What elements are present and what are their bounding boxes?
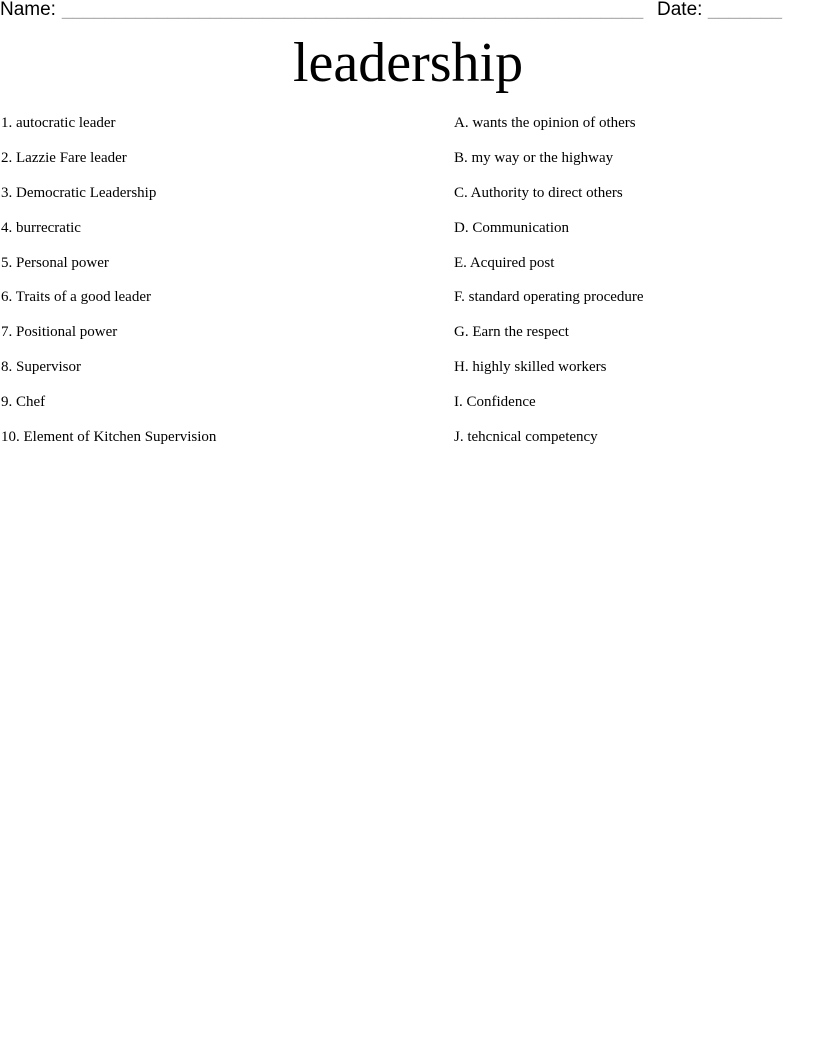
term-item: 8. Supervisor <box>1 359 81 376</box>
date-blank-line[interactable]: _______ <box>708 0 782 20</box>
definition-item: C. Authority to direct others <box>454 184 623 201</box>
term-item: 7. Positional power <box>1 324 118 341</box>
definition-item: I. Confidence <box>454 394 536 411</box>
term-item: 4. burrecratic <box>1 219 81 236</box>
term-item: 1. autocratic leader <box>1 115 116 131</box>
term-item: 9. Chef <box>1 394 46 411</box>
name-label: Name: <box>0 0 56 20</box>
definition-item: F. standard operating procedure <box>454 289 644 306</box>
term-item: 5. Personal power <box>1 254 109 271</box>
definition-item: G. Earn the respect <box>454 324 569 341</box>
terms-column <box>1 112 431 461</box>
term-item: 2. Lazzie Fare leader <box>1 149 127 166</box>
definition-item: H. highly skilled workers <box>454 359 607 376</box>
name-blank-line[interactable]: _______________________________________________________ <box>62 0 644 20</box>
definition-item: A. wants the opinion of others <box>454 115 636 131</box>
definition-item: B. my way or the highway <box>454 149 614 166</box>
term-item: 10. Element of Kitchen Supervision <box>1 429 217 446</box>
definition-item: D. Communication <box>454 219 569 236</box>
term-item: 3. Democratic Leadership <box>1 184 157 201</box>
worksheet-header <box>0 0 816 22</box>
definition-item: E. Acquired post <box>454 254 555 271</box>
term-item: 6. Traits of a good leader <box>1 289 151 306</box>
date-label: Date: <box>657 0 703 20</box>
definitions-column <box>454 112 814 461</box>
definition-item: J. tehcnical competency <box>454 429 598 446</box>
worksheet-title: leadership <box>292 32 524 94</box>
